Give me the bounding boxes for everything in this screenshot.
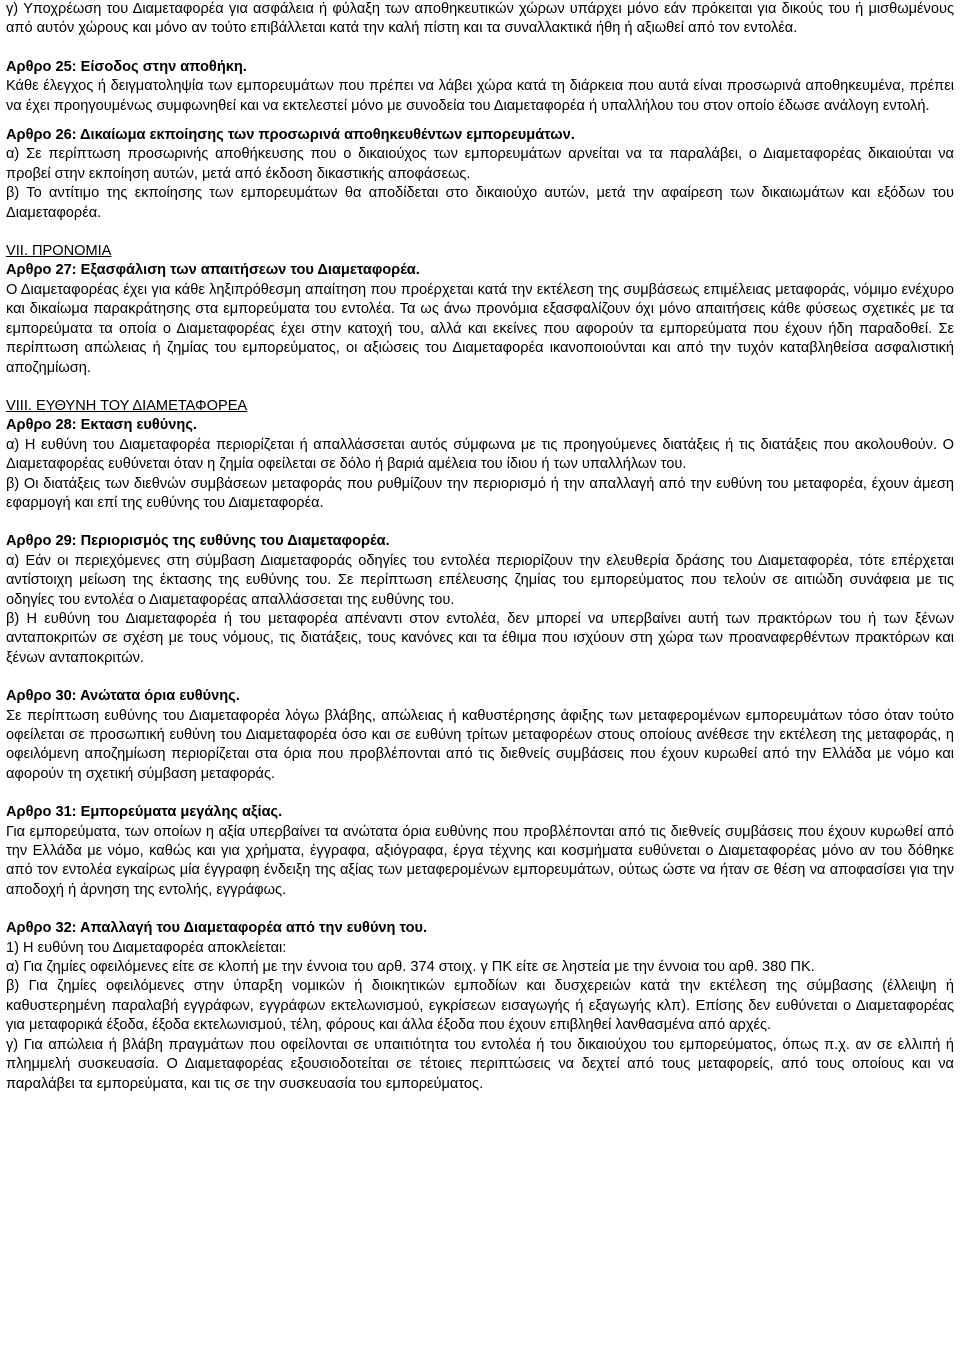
- article-32-paragraph-a: α) Για ζημίες οφειλόμενες είτε σε κλοπή με την έννοια του αρθ. 374 στοιχ. γ ΠΚ είτε σε ληστεία με την έννοια του αρθ. 380 ΠΚ.: [6, 959, 815, 976]
- article-26-heading: Αρθρο 26: Δικαίωμα εκποίησης των προσωρινά αποθηκευθέντων εμπορευμάτων.: [6, 127, 575, 144]
- article-32-paragraph-b: β) Για ζημίες οφειλόμενες στην ύπαρξη νομικών ή διοικητικών εμποδίων και δυσχερειών κατά την εκτέλεση της σύμβασης (έλλειψη ή καθυστερημένη παραλαβή εγγράφων, εγγράφων εκτελωνισμού, εγκρίσεων εισαγωγής ή εξαγωγής κλπ). Επίσης δεν ευθύνεται ο Διαμεταφορέας για μεταφορικά έξοδα, έξοδα εκτελωνισμού, τέλη, φόρους και άλλα έξοδα που έχουν επιβληθεί λανθασμένα από αρχές.: [6, 978, 954, 1034]
- article-31-paragraph: Για εμπορεύματα, των οποίων η αξία υπερβαίνει τα ανώτατα όρια ευθύνης που προβλέπονται από τις διεθνείς συμβάσεις που έχουν κυρωθεί από την Ελλάδα με νόμο, καθώς και για χρήματα, έγγραφα, αξιόγραφα, έργα τέχνης και κοσμήματα ευθύνεται ο Διαμεταφορέας μόνο αν του δόθηκε από τον εντολέα εγκαίρως μία έγγραφη ένδειξη της αξίας των μεταφερομένων εμπορευμάτων, ούτως ώστε να ήταν σε θέση να αποφασίσει για την αποδοχή ή άρνηση της εντολής, εγγράφως.: [6, 823, 954, 898]
- paragraph-intro: γ) Υποχρέωση του Διαμεταφορέα για ασφάλεια ή φύλαξη των αποθηκευτικών χώρων υπάρχει μόνο εάν πρόκειται για δικούς του ή μισθωμένους από αυτόν χώρους και μόνο αν τούτο επιβάλλεται κατά την καλή πίστη και τα συναλλακτικά ήθη ή αξιωθεί από τον εντολέα.: [6, 1, 954, 37]
- article-30-heading: Αρθρο 30: Ανώτατα όρια ευθύνης.: [6, 688, 240, 705]
- article-26-paragraph-a: α) Σε περίπτωση προσωρινής αποθήκευσης που ο δικαιούχος των εμπορευμάτων αρνείται να τα παραλάβει, ο Διαμεταφορέας δικαιούται να προβεί στην εκποίηση αυτών, μετά από έκδοση δικαστικής αποφάσεως.: [6, 146, 954, 182]
- section-viii-heading: VIII. ΕΥΘΥΝΗ ΤΟΥ ΔΙΑΜΕΤΑΦΟΡΕΑ: [6, 397, 248, 414]
- article-27-heading: Αρθρο 27: Εξασφάλιση των απαιτήσεων του Διαμεταφορέα.: [6, 262, 420, 279]
- article-29-paragraph-a: α) Εάν οι περιεχόμενες στη σύμβαση Διαμεταφοράς οδηγίες του εντολέα περιορίζουν την ελευθερία δράσης του Διαμεταφορέα, τότε επέρχεται αντίστοιχη μείωση της έκτασης της ευθύνης του. Σε περίπτωση επέλευσης ζημίας του εμπορεύματος που τελούν σε αιτιώδη συνάφεια με τις οδηγίες του εντολέα ο Διαμεταφορέας απαλλάσσεται της ευθύνης του.: [6, 552, 954, 608]
- article-26-paragraph-b: β) Το αντίτιμο της εκποίησης των εμπορευμάτων θα αποδίδεται στο δικαιούχο αυτών, μετά την αφαίρεση των δικαιωμάτων και εξόδων του Διαμεταφορέα.: [6, 185, 954, 221]
- article-29-heading: Αρθρο 29: Περιορισμός της ευθύνης του Διαμεταφορέα.: [6, 533, 390, 550]
- article-31-heading: Αρθρο 31: Εμπορεύματα μεγάλης αξίας.: [6, 804, 283, 821]
- article-28-heading: Αρθρο 28: Εκταση ευθύνης.: [6, 417, 197, 434]
- article-25-heading: Αρθρο 25: Είσοδος στην αποθήκη.: [6, 58, 247, 75]
- article-25-paragraph: Κάθε έλεγχος ή δειγματοληψία των εμπορευμάτων που πρέπει να λάβει χώρα κατά τη διάρκεια που αυτά είναι προσωρινά αποθηκευμένα, πρέπει να έχει προηγουμένως συμφωνηθεί και να εκτελεστεί μόνο με συνοδεία του Διαμεταφορέα ή υπαλλήλου του στον οποίο έδωσε ανάλογη εντολή.: [6, 78, 954, 114]
- article-27-paragraph: Ο Διαμεταφορέας έχει για κάθε ληξιπρόθεσμη απαίτηση που προέρχεται κατά την εκτέλεση της συμβάσεως επιμέλειας μεταφοράς, νόμιμο ενέχυρο και δικαίωμα παρακράτησης στα εμπορεύματα του εντολέα. Τα ως άνω προνόμια εξασφαλίζουν όχι μόνο απαιτήσεις κάθε φύσεως σχετικές με τα εμπορεύματα τα οποία ο Διαμεταφορέας έχει στην κατοχή του, αλλά και εκείνες που αφορούν τα εμπορεύματα που έχουν ήδη παραδοθεί. Σε περίπτωση απώλειας ή ζημίας του εμπορεύματος, οι αξιώσεις του Διαμεταφορέα ικανοποιούνται και από την τυχόν καταβληθείσα ασφαλιστική αποζημίωση.: [6, 281, 954, 376]
- article-29-paragraph-b: β) Η ευθύνη του Διαμεταφορέα ή του μεταφορέα απέναντι στον εντολέα, δεν μπορεί να υπερβαίνει αυτή των πρακτόρων του ή των ξένων ανταποκριτών σε σχέση με τους νόμους, τις διατάξεις, τους κανόνες και τα έθιμα που ισχύουν στη χώρα των προαναφερθέντων πρακτόρων και ξένων ανταποκριτών.: [6, 610, 954, 666]
- article-28-paragraph-b: β) Οι διατάξεις των διεθνών συμβάσεων μεταφοράς που ρυθμίζουν την περιορισμό ή την απαλλαγή από την ευθύνη του μεταφορέα, έχουν άμεση εφαρμογή και επί της ευθύνης του Διαμεταφορέα.: [6, 475, 954, 511]
- article-32-heading: Αρθρο 32: Απαλλαγή του Διαμεταφορέα από την ευθύνη του.: [6, 920, 428, 937]
- article-32-paragraph-1: 1) Η ευθύνη του Διαμεταφορέα αποκλείεται:: [6, 939, 287, 956]
- article-30-paragraph: Σε περίπτωση ευθύνης του Διαμεταφορέα λόγω βλάβης, απώλειας ή καθυστέρησης άφιξης των μεταφερομένων εμπορευμάτων τόσο όταν τούτο οφείλεται σε προσωπική ευθύνη του Διαμεταφορέα όσο και σε ευθύνη τρίτων μεταφορέων στους οποίους ανέθεσε την εκτέλεση της μεταφοράς, η οφειλόμενη αποζημίωση περιορίζεται στα όρια που προβλέπονται από τις διεθνείς συμβάσεις που έχουν κυρωθεί από την Ελλάδα με νόμο και αφορούν τη σχετική σύμβαση μεταφοράς.: [6, 707, 954, 782]
- article-32-paragraph-c: γ) Για απώλεια ή βλάβη πραγμάτων που οφείλονται σε υπαιτιότητα του εντολέα ή του δικαιούχου του εμπορεύματος, όπως π.χ. αν σε ελλιπή ή πλημμελή συσκευασία. Ο Διαμεταφορέας εξουσιοδοτείται σε τέτοιες περιπτώσεις να δεχτεί από τους μεταφορείς, από τους οποίους και να παραλάβει τα εμπορεύματα, και τις σε την συσκευασία του εμπορεύματος.: [6, 1036, 954, 1092]
- article-28-paragraph-a: α) Η ευθύνη του Διαμεταφορέα περιορίζεται ή απαλλάσσεται αυτός σύμφωνα με τις προηγούμενες διατάξεις ή τις διατάξεις που ακολουθούν. Ο Διαμεταφορέας ευθύνεται όταν η ζημία οφείλεται σε δόλο ή βαριά αμέλεια του ίδιου ή των υπαλλήλων του.: [6, 436, 954, 473]
- section-vii-heading: VII. ΠΡΟΝΟΜΙΑ: [6, 243, 112, 260]
